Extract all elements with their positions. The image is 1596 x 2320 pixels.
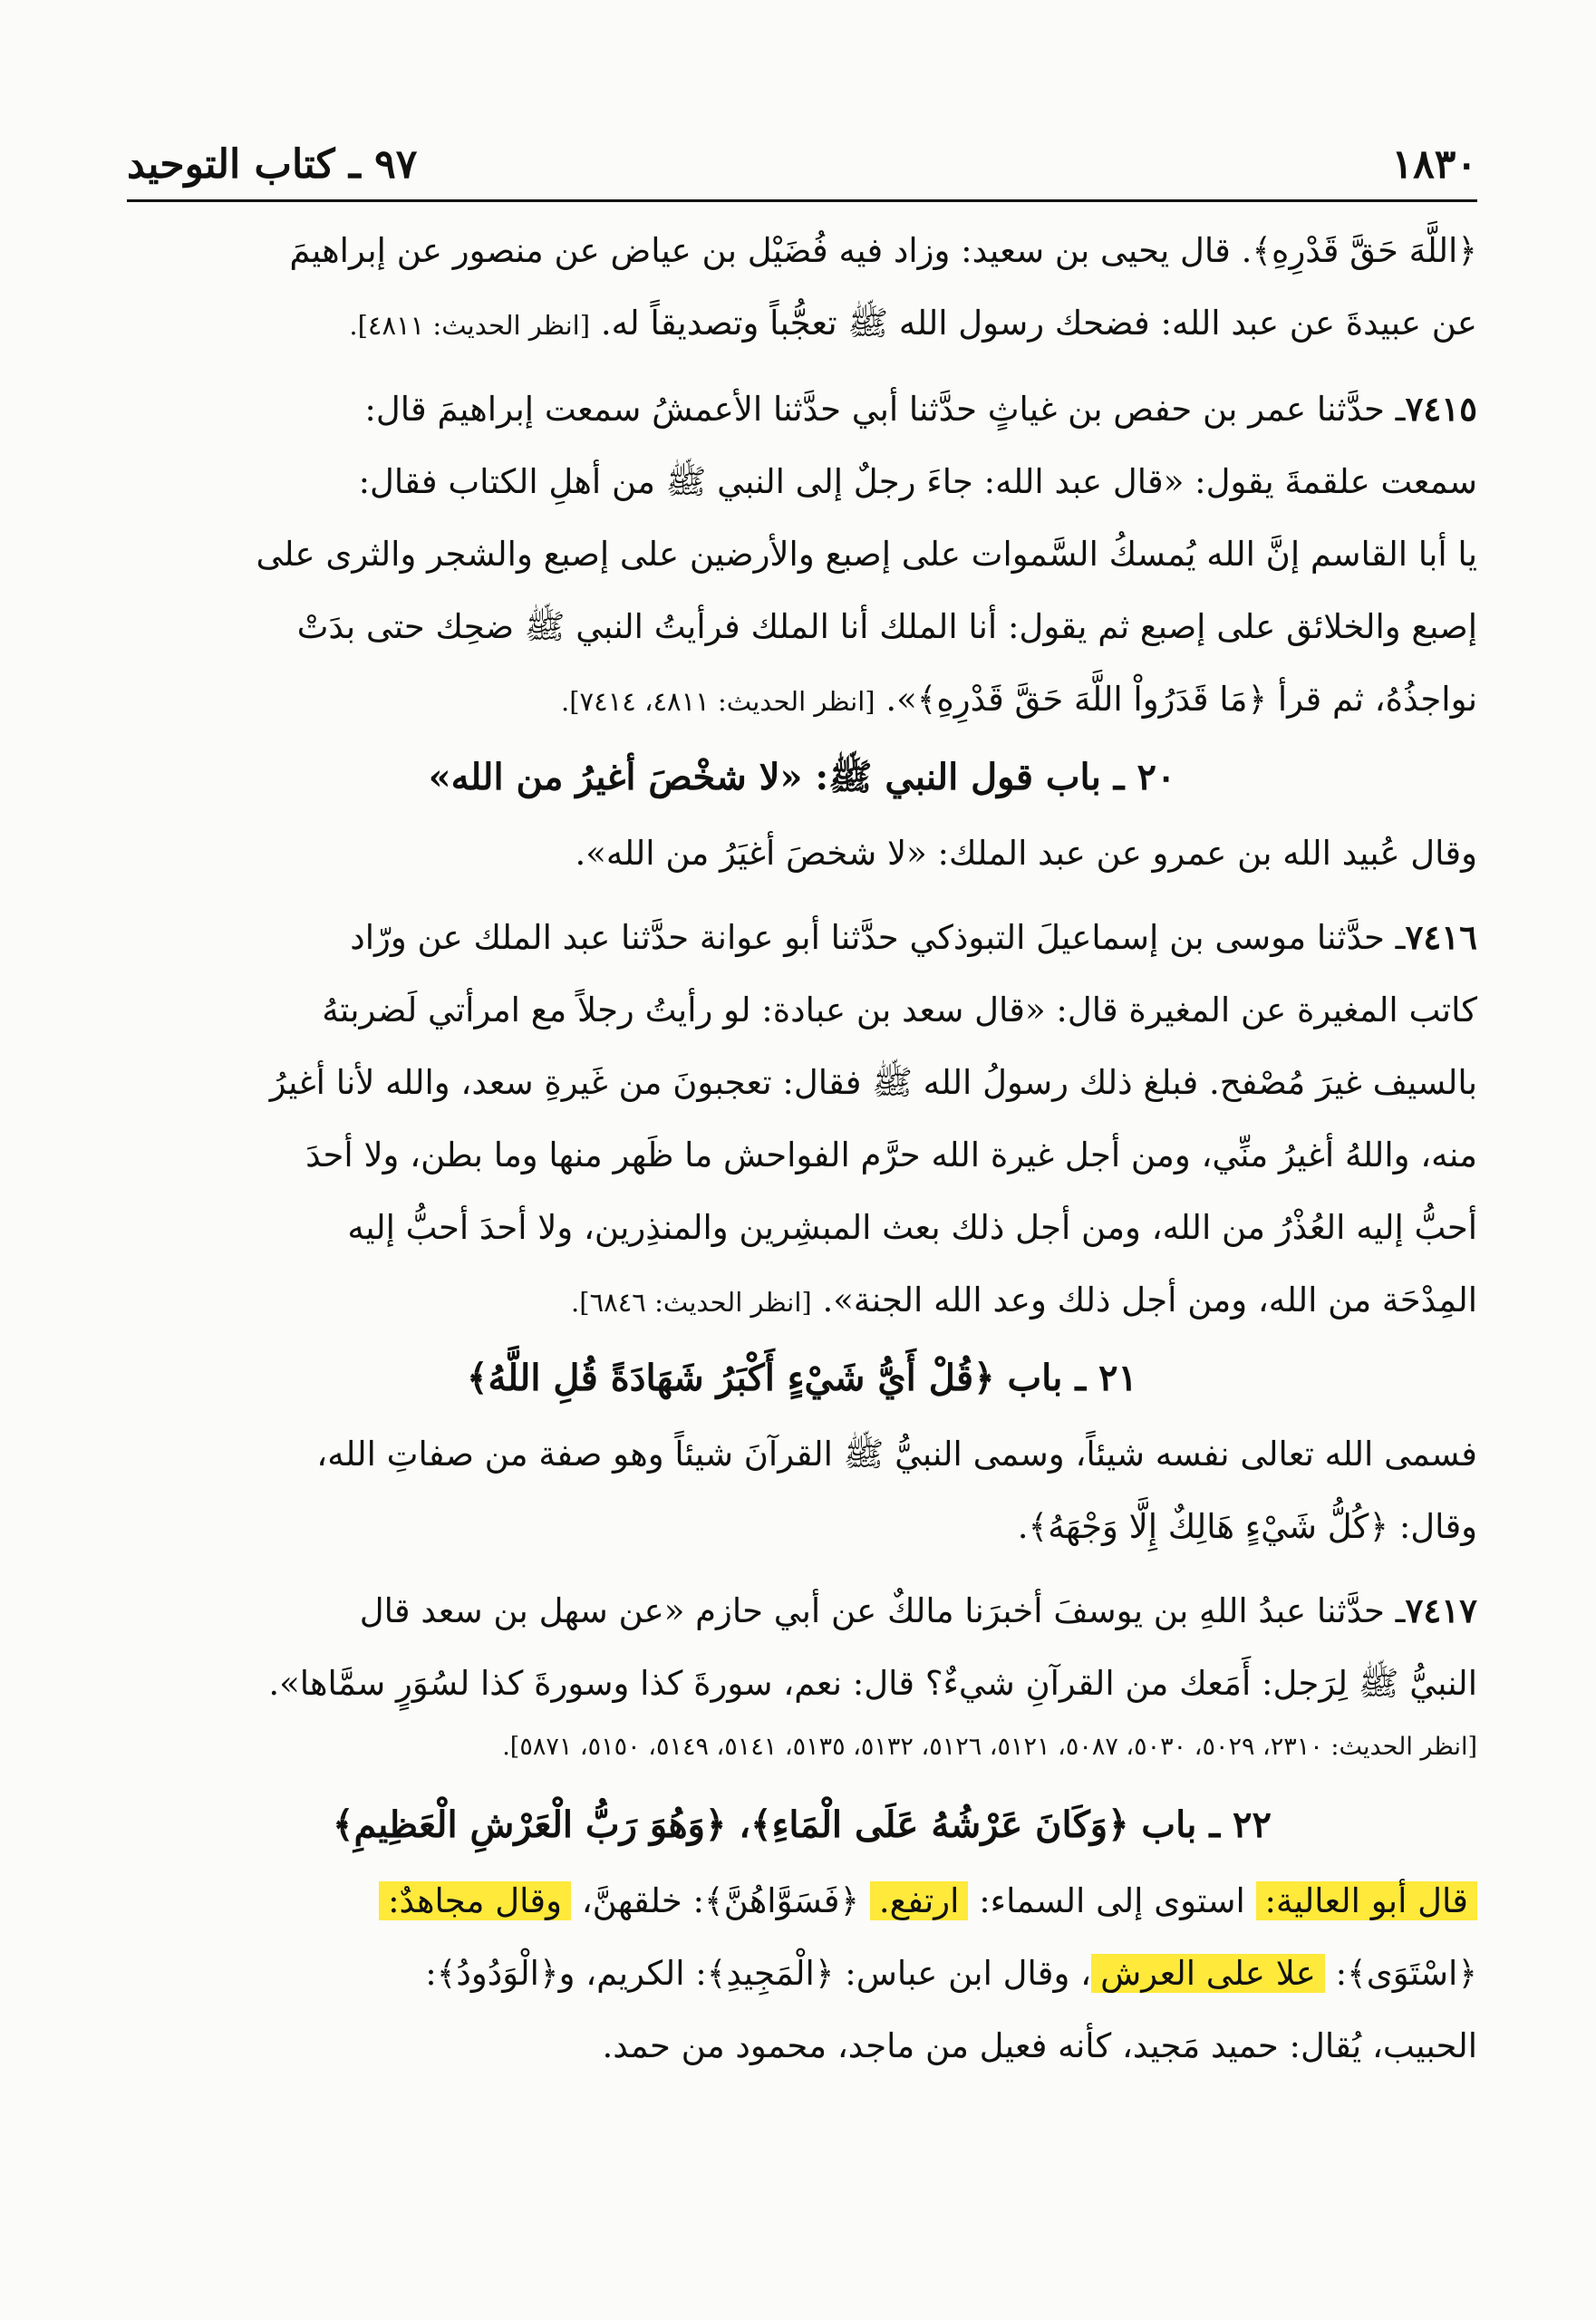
highlighted-text: ارتفع. xyxy=(870,1881,969,1920)
text-line: منه، واللهُ أغيرُ منِّي، ومن أجل غيرة الله حرَّم الفواحش ما ظَهر منها وما بطن، ولا أحدَ xyxy=(305,1136,1477,1174)
text-line: سمعت علقمةَ يقول: «قال عبد الله: جاءَ رجلٌ إلى النبي ﷺ من أهلِ الكتاب فقال: xyxy=(358,462,1477,501)
hadith-number: ٧٤١٦ xyxy=(1405,917,1477,957)
text-line: الحبيب، يُقال: حميد مَجيد، كأنه فعيل من ماجد، محمود من حمد. xyxy=(602,2026,1477,2065)
page-body xyxy=(127,215,1477,2083)
hadith-reference: [انظر الحديث: ٤٨١١]. xyxy=(349,310,591,341)
text-line: كاتب المغيرة عن المغيرة قال: «قال سعد بن عبادة: لو رأيتُ رجلاً مع امرأتي لَضربتهُ xyxy=(322,991,1477,1030)
text-line: وقال عُبيد الله بن عمرو عن عبد الملك: «لا شخصَ أغيَرُ من الله». xyxy=(575,834,1477,873)
text-line: أحبُّ إليه العُذْرُ من الله، ومن أجل ذلك بعث المبشِرين والمنذِرين، ولا أحدَ أحبُّ إليه xyxy=(347,1208,1477,1247)
text-line: بالسيف غيرَ مُصْفح. فبلغ ذلك رسولُ الله ﷺ فقال: تعجبونَ من غَيرةِ سعد، والله لأنا أغيرُ xyxy=(269,1063,1477,1102)
hadith-number: ٧٤١٥ xyxy=(1405,389,1477,429)
hadith-7417-line: ٧٤١٧ـ حدَّثنا عبدُ اللهِ بن يوسفَ أخبرَنا مالكٌ عن أبي حازم «عن سهل بن سعد قال xyxy=(359,1590,1477,1630)
chapter-heading-20: ٢٠ ـ باب قول النبي ﷺ: «لا شخْصَ أغيرُ من الله» xyxy=(428,756,1176,798)
highlighted-text: وقال مجاهدٌ: xyxy=(379,1881,571,1920)
text-line: إصبع والخلائق على إصبع ثم يقول: أنا الملك أنا الملك فرأيتُ النبي ﷺ ضحِك حتى بدَتْ xyxy=(296,607,1477,646)
highlighted-text: قال أبو العالية: xyxy=(1256,1881,1477,1920)
hadith-reference: [انظر الحديث: ٢٣١٠، ٥٠٢٩، ٥٠٣٠، ٥٠٨٧، ٥١٢١، ٥١٢٦، ٥١٣٢، ٥١٣٥، ٥١٤١، ٥١٤٩، ٥١٥٠، ٥٨٧١]. xyxy=(502,1733,1477,1761)
text-line: وقال: ﴿كُلُّ شَيْءٍ هَالِكٌ إِلَّا وَجْهَهُ﴾. xyxy=(1017,1507,1477,1546)
book-title: ٩٧ ـ كتاب التوحيد xyxy=(127,141,418,188)
text-line: ﴿اسْتَوَى﴾: علا على العرش، وقال ابن عباس: ﴿الْمَجِيدِ﴾: الكريم، و﴿الْوَدُودُ﴾: xyxy=(425,1954,1477,1993)
text-line: فسمى الله تعالى نفسه شيئاً، وسمى النبيُّ ﷺ القرآنَ شيئاً وهو صفة من صفاتِ الله، xyxy=(316,1435,1477,1474)
hadith-reference: [انظر الحديث: ٤٨١١، ٧٤١٤]. xyxy=(561,686,875,717)
text-line: قال أبو العالية: استوى إلى السماء: ارتفع. ﴿فَسَوَّاهُنَّ﴾: خلقهنَّ، وقال مجاهدٌ: xyxy=(127,1865,1477,1938)
hadith-7415-line: ٧٤١٥ـ حدَّثنا عمر بن حفص بن غياثٍ حدَّثنا أبي حدَّثنا الأعمشُ سمعت إبراهيمَ قال: xyxy=(364,389,1477,429)
page-header xyxy=(127,136,1477,202)
text-line: نواجذُهُ، ثم قرأ ﴿مَا قَدَرُواْ اللَّهَ حَقَّ قَدْرِهِ﴾». [انظر الحديث: ٤٨١١، ٧٤١٤]. xyxy=(561,680,1477,719)
hadith-7416-line: ٧٤١٦ـ حدَّثنا موسى بن إسماعيلَ التبوذكي حدَّثنا أبو عوانة حدَّثنا عبد الملك عن ورّاد xyxy=(350,917,1477,957)
page-number: ١٨٣٠ xyxy=(1391,141,1477,188)
text-line: النبيُّ ﷺ لِرَجل: أَمَعك من القرآنِ شيءٌ؟ قال: نعم، سورةَ كذا وسورةَ كذا لسُوَرٍ سمَّاها». xyxy=(268,1664,1477,1703)
hadith-number: ٧٤١٧ xyxy=(1405,1590,1477,1630)
text-line: يا أبا القاسم إنَّ الله يُمسكُ السَّموات على إصبع والأرضين على إصبع والشجر والثرى على xyxy=(256,535,1477,574)
hadith-reference: [انظر الحديث: ٦٨٤٦]. xyxy=(571,1287,812,1318)
text-line: ﴿اللَّهَ حَقَّ قَدْرِهِ﴾. قال يحيى بن سعيد: وزاد فيه فُضَيْل بن عياض عن منصور عن إبراهيمَ xyxy=(289,231,1477,270)
text-line: المِدْحَة من الله، ومن أجل ذلك وعد الله الجنة». [انظر الحديث: ٦٨٤٦]. xyxy=(571,1281,1477,1320)
chapter-heading-21: ٢١ ـ باب ﴿قُلْ أَيُّ شَيْءٍ أَكْبَرُ شَهَادَةً قُلِ اللَّهُ﴾ xyxy=(467,1357,1137,1399)
highlighted-text: علا على العرش xyxy=(1091,1954,1325,1993)
book-page xyxy=(127,136,1477,2083)
chapter-heading-22: ٢٢ ـ باب ﴿وَكَانَ عَرْشُهُ عَلَى الْمَاءِ﴾، ﴿وَهُوَ رَبُّ الْعَرْشِ الْعَظِيمِ﴾ xyxy=(333,1803,1272,1846)
text-line: عن عبيدةَ عن عبد الله: فضحك رسول الله ﷺ تعجُّباً وتصديقاً له. [انظر الحديث: ٤٨١١]. xyxy=(349,304,1477,343)
